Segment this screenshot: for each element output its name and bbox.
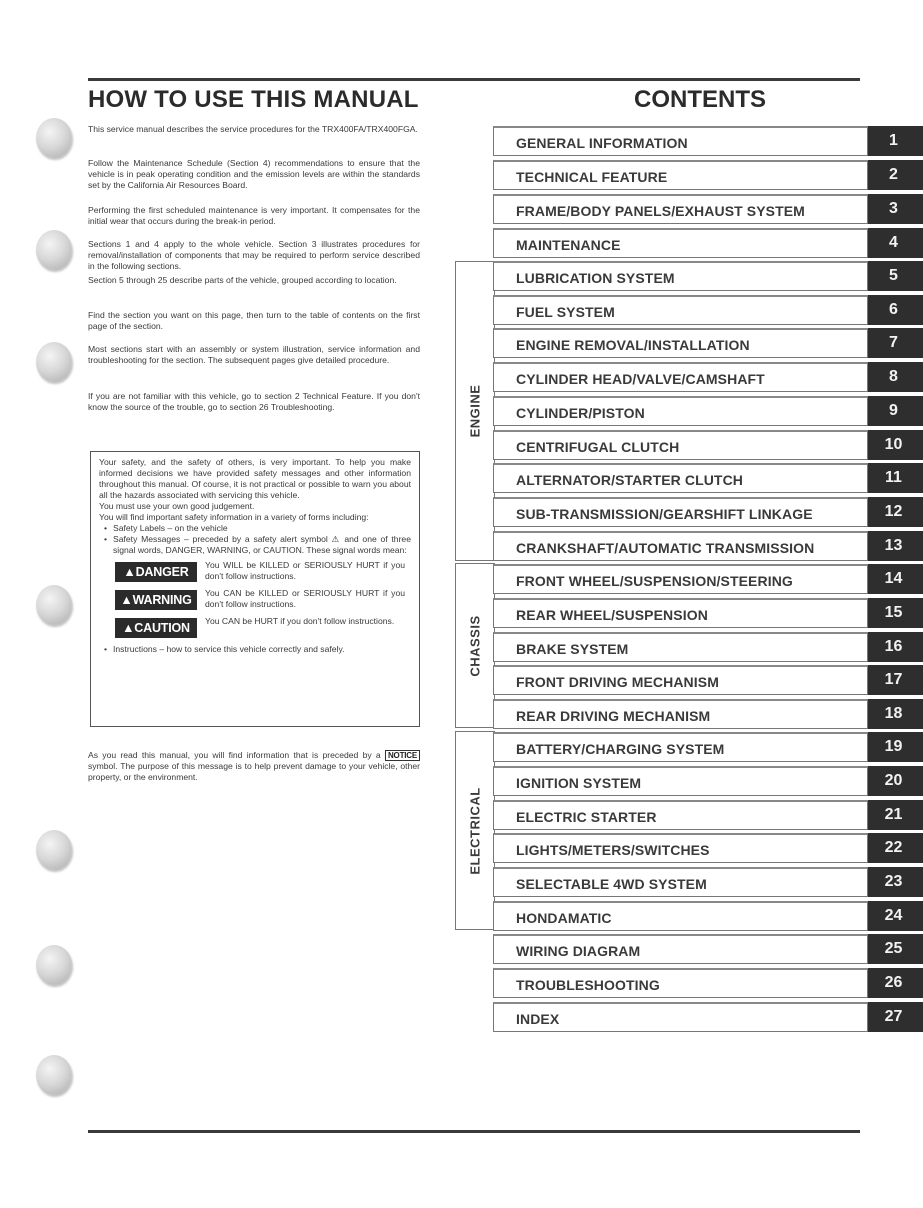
toc-title-box[interactable] — [493, 160, 868, 190]
safety-judgement: You must use your own good judgement. — [99, 501, 255, 511]
toc-row-section-16[interactable] — [493, 632, 923, 662]
toc-row-section-24[interactable] — [493, 901, 923, 931]
safety-forms: You will find important safety information in a variety of forms including: — [99, 512, 369, 522]
toc-section-title[interactable]: MAINTENANCE — [516, 237, 621, 253]
toc-section-tab[interactable]: 22 — [868, 833, 923, 863]
toc-section-tab[interactable]: 20 — [868, 766, 923, 796]
safety-box — [90, 451, 420, 727]
binder-hole-icon — [36, 585, 72, 625]
toc-row-section-18[interactable] — [493, 699, 923, 729]
first-maintenance-paragraph: Performing the first scheduled maintenance is very important. It compensates for the initial wear that occurs during the break-in period. — [88, 205, 420, 226]
notice-paragraph — [88, 750, 420, 783]
sections-paragraph: Sections 1 and 4 apply to the whole vehicle. Section 3 illustrates procedures for removal/installation of components that may be required to perform service described in the following sections. — [88, 239, 420, 271]
contents-title: CONTENTS — [634, 86, 766, 113]
toc-row-section-5[interactable] — [493, 261, 923, 291]
toc-section-tab[interactable]: 27 — [868, 1002, 923, 1032]
toc-section-tab[interactable]: 17 — [868, 665, 923, 695]
toc-section-title[interactable]: FRONT DRIVING MECHANISM — [516, 674, 719, 690]
toc-title-box[interactable] — [493, 126, 868, 156]
toc-row-section-27[interactable] — [493, 1002, 923, 1032]
toc-row-section-6[interactable] — [493, 295, 923, 325]
how-to-use-title: HOW TO USE THIS MANUAL — [88, 86, 419, 113]
toc-row-section-21[interactable] — [493, 800, 923, 830]
toc-section-tab[interactable]: 25 — [868, 934, 923, 964]
toc-title-box[interactable] — [493, 430, 868, 460]
toc-section-tab[interactable]: 23 — [868, 867, 923, 897]
group-label-engine: ENGINE — [467, 384, 483, 438]
toc-section-tab[interactable]: 13 — [868, 531, 923, 561]
toc-title-box[interactable] — [493, 497, 868, 527]
toc-section-title[interactable]: FRONT WHEEL/SUSPENSION/STEERING — [516, 573, 793, 589]
toc-section-title[interactable]: REAR DRIVING MECHANISM — [516, 708, 711, 724]
toc-title-box[interactable] — [493, 228, 868, 258]
toc-section-title[interactable]: IGNITION SYSTEM — [516, 775, 642, 791]
toc-title-box[interactable] — [493, 800, 868, 830]
toc-row-section-13[interactable] — [493, 531, 923, 561]
signal-caution — [115, 616, 411, 638]
toc-title-box[interactable] — [493, 699, 868, 729]
toc-title-box[interactable] — [493, 632, 868, 662]
unfamiliar-paragraph: If you are not familiar with this vehicle, go to section 2 Technical Feature. If you don't know the source of the trouble, go to section 26 Troubleshooting. — [88, 391, 420, 412]
binder-hole-icon — [36, 1055, 72, 1095]
toc-section-title[interactable]: FRAME/BODY PANELS/EXHAUST SYSTEM — [516, 203, 805, 219]
toc-section-title[interactable]: GENERAL INFORMATION — [516, 135, 688, 151]
toc-section-title[interactable]: HONDAMATIC — [516, 910, 612, 926]
toc-row-section-20[interactable] — [493, 766, 923, 796]
find-section-paragraph: Find the section you want on this page, then turn to the table of contents on the first page of the section. — [88, 310, 420, 331]
toc-section-title[interactable]: SUB-TRANSMISSION/GEARSHIFT LINKAGE — [516, 506, 813, 522]
toc-section-title[interactable]: ELECTRIC STARTER — [516, 809, 657, 825]
toc-row-section-22[interactable] — [493, 833, 923, 863]
toc-title-box[interactable] — [493, 665, 868, 695]
caution-badge: ▲CAUTION — [115, 618, 197, 638]
toc-section-tab[interactable]: 9 — [868, 396, 923, 426]
binder-hole-icon — [36, 230, 72, 270]
sections-location-paragraph: Section 5 through 25 describe parts of the vehicle, grouped according to location. — [88, 275, 397, 285]
toc-section-tab[interactable]: 21 — [868, 800, 923, 830]
toc-title-box[interactable] — [493, 463, 868, 493]
toc-section-tab[interactable]: 14 — [868, 564, 923, 594]
safety-bullet-messages: • Safety Messages – preceded by a safety alert symbol ⚠ and one of three signal words, DANGER, WARNING, or CAUTION. These signal words mean: — [113, 534, 411, 556]
notice-before: As you read this manual, you will find information that is preceded by a — [88, 750, 381, 760]
danger-meaning: You WILL be KILLED or SERIOUSLY HURT if you don't follow instructions. — [205, 560, 405, 581]
signal-danger — [115, 560, 411, 582]
toc-row-section-1[interactable] — [493, 126, 923, 156]
toc-row-section-23[interactable] — [493, 867, 923, 897]
toc-title-box[interactable] — [493, 295, 868, 325]
toc-section-tab[interactable]: 12 — [868, 497, 923, 527]
toc-row-section-2[interactable] — [493, 160, 923, 190]
toc-title-box[interactable] — [493, 1002, 868, 1032]
toc-row-section-12[interactable] — [493, 497, 923, 527]
toc-row-section-11[interactable] — [493, 463, 923, 493]
binder-hole-icon — [36, 830, 72, 870]
toc-title-box[interactable] — [493, 934, 868, 964]
binder-hole-icon — [36, 118, 72, 158]
toc-row-section-26[interactable] — [493, 968, 923, 998]
group-engine — [455, 261, 495, 561]
toc-section-title[interactable]: LIGHTS/METERS/SWITCHES — [516, 842, 710, 858]
toc-section-tab[interactable]: 24 — [868, 901, 923, 931]
signal-warning — [115, 588, 411, 610]
toc-section-tab[interactable]: 5 — [868, 261, 923, 291]
toc-section-tab[interactable]: 10 — [868, 430, 923, 460]
toc-section-title[interactable]: TECHNICAL FEATURE — [516, 169, 668, 185]
toc-row-section-3[interactable] — [493, 194, 923, 224]
toc-title-box[interactable] — [493, 732, 868, 762]
caution-meaning: You CAN be HURT if you don't follow instructions. — [205, 616, 395, 626]
bottom-rule — [88, 1130, 860, 1133]
toc-row-section-19[interactable] — [493, 732, 923, 762]
toc-row-section-17[interactable] — [493, 665, 923, 695]
safety-bullet-labels: • Safety Labels – on the vehicle — [113, 523, 411, 534]
toc-row-section-15[interactable] — [493, 598, 923, 628]
assembly-paragraph: Most sections start with an assembly or system illustration, service information and troubleshooting for the section. The subsequent pages give detailed procedure. — [88, 344, 420, 365]
toc-section-title[interactable]: INDEX — [516, 1011, 560, 1027]
toc-section-title[interactable]: ALTERNATOR/STARTER CLUTCH — [516, 472, 743, 488]
maintenance-paragraph: Follow the Maintenance Schedule (Section 4) recommendations to ensure that the vehicle is in peak operating condition and the emission levels are within the standards set by the California Air Resources Board. — [88, 158, 420, 190]
toc-title-box[interactable] — [493, 598, 868, 628]
toc-section-title[interactable]: BATTERY/CHARGING SYSTEM — [516, 741, 725, 757]
top-rule — [88, 78, 860, 81]
toc-title-box[interactable] — [493, 396, 868, 426]
group-label-chassis: CHASSIS — [467, 614, 483, 677]
toc-section-title[interactable]: BRAKE SYSTEM — [516, 641, 629, 657]
toc-section-title[interactable]: TROUBLESHOOTING — [516, 977, 660, 993]
toc-section-tab[interactable]: 3 — [868, 194, 923, 224]
toc-title-box[interactable] — [493, 531, 868, 561]
binder-hole-icon — [36, 945, 72, 985]
group-electrical — [455, 731, 495, 930]
toc-section-title[interactable]: CYLINDER HEAD/VALVE/CAMSHAFT — [516, 371, 765, 387]
toc-title-box[interactable] — [493, 194, 868, 224]
toc-section-tab[interactable]: 26 — [868, 968, 923, 998]
toc-row-section-7[interactable] — [493, 328, 923, 358]
toc-row-section-4[interactable] — [493, 228, 923, 258]
toc-row-section-14[interactable] — [493, 564, 923, 594]
notice-after: symbol. The purpose of this message is to help prevent damage to your vehicle, other property, or the environment. — [88, 761, 420, 782]
group-chassis — [455, 563, 495, 728]
warning-meaning: You CAN be KILLED or SERIOUSLY HURT if you don't follow instructions. — [205, 588, 405, 609]
toc-section-title[interactable]: LUBRICATION SYSTEM — [516, 270, 675, 286]
toc-row-section-10[interactable] — [493, 430, 923, 460]
toc-section-title[interactable]: SELECTABLE 4WD SYSTEM — [516, 876, 707, 892]
binder-hole-icon — [36, 342, 72, 382]
toc-section-tab[interactable]: 11 — [868, 463, 923, 493]
toc-section-title[interactable]: FUEL SYSTEM — [516, 304, 615, 320]
toc-section-tab[interactable]: 19 — [868, 732, 923, 762]
toc-title-box[interactable] — [493, 564, 868, 594]
toc-section-tab[interactable]: 1 — [868, 126, 923, 156]
notice-badge: NOTICE — [385, 750, 420, 761]
toc-title-box[interactable] — [493, 362, 868, 392]
toc-section-tab[interactable]: 2 — [868, 160, 923, 190]
toc-title-box[interactable] — [493, 261, 868, 291]
toc-section-title[interactable]: WIRING DIAGRAM — [516, 943, 641, 959]
toc-section-tab[interactable]: 18 — [868, 699, 923, 729]
toc-section-title[interactable]: CENTRIFUGAL CLUTCH — [516, 439, 680, 455]
group-label-electrical: ELECTRICAL — [467, 786, 483, 875]
toc-title-box[interactable] — [493, 901, 868, 931]
toc-section-tab[interactable]: 8 — [868, 362, 923, 392]
toc-section-tab[interactable]: 16 — [868, 632, 923, 662]
toc-title-box[interactable] — [493, 328, 868, 358]
toc-section-title[interactable]: CYLINDER/PISTON — [516, 405, 645, 421]
toc-section-tab[interactable]: 7 — [868, 328, 923, 358]
toc-title-box[interactable] — [493, 833, 868, 863]
safety-bullet-instructions: • Instructions – how to service this vehicle correctly and safely. — [113, 644, 411, 655]
toc-title-box[interactable] — [493, 766, 868, 796]
danger-badge: ▲DANGER — [115, 562, 197, 582]
warning-badge: ▲WARNING — [115, 590, 197, 610]
toc-section-tab[interactable]: 6 — [868, 295, 923, 325]
safety-intro: Your safety, and the safety of others, is very important. To help you make informed decisions we have provided safety messages and other information throughout this manual. Of course, it is not practical or possible to warn you about all the hazards associated with servicing this vehicle. — [99, 457, 411, 500]
toc-title-box[interactable] — [493, 867, 868, 897]
toc-row-section-25[interactable] — [493, 934, 923, 964]
toc-section-title[interactable]: REAR WHEEL/SUSPENSION — [516, 607, 708, 623]
toc-section-tab[interactable]: 4 — [868, 228, 923, 258]
toc-section-title[interactable]: CRANKSHAFT/AUTOMATIC TRANSMISSION — [516, 540, 815, 556]
toc-row-section-9[interactable] — [493, 396, 923, 426]
toc-section-title[interactable]: ENGINE REMOVAL/INSTALLATION — [516, 337, 750, 353]
toc-section-tab[interactable]: 15 — [868, 598, 923, 628]
toc-row-section-8[interactable] — [493, 362, 923, 392]
toc-title-box[interactable] — [493, 968, 868, 998]
intro-paragraph: This service manual describes the service procedures for the TRX400FA/TRX400FGA. — [88, 124, 418, 134]
